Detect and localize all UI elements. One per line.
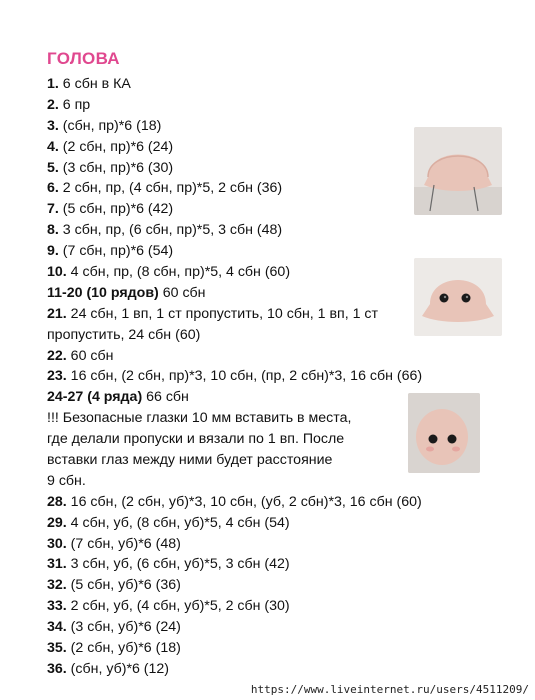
pattern-row xyxy=(47,262,467,283)
row-instruction: где делали пропуски и вязали по 1 вп. После xyxy=(47,431,345,448)
row-instruction: (3 сбн, уб)*6 (24) xyxy=(66,619,181,636)
row-instruction: 16 сбн, (2 сбн, пр)*3, 10 сбн, (пр, 2 сбн)*3, 16 сбн (66) xyxy=(66,368,423,385)
pattern-row xyxy=(47,283,467,304)
row-number: 28. xyxy=(47,493,67,510)
pattern-row xyxy=(47,74,467,95)
row-number: 24-27 (4 ряда) xyxy=(47,389,143,406)
row-number: 1. xyxy=(47,76,59,92)
row-number: 9. xyxy=(47,243,59,260)
row-instruction: пропустить, 24 сбн (60) xyxy=(47,326,201,343)
row-number: 36. xyxy=(47,660,67,677)
source-url[interactable]: https://www.liveinternet.ru/users/4511209/ xyxy=(250,683,529,696)
pattern-row xyxy=(47,158,467,179)
row-instruction: !!! Безопасные глазки 10 мм вставить в места, xyxy=(47,410,352,427)
pattern-row xyxy=(47,492,467,513)
row-number: 22. xyxy=(47,347,67,364)
row-number: 30. xyxy=(47,535,67,552)
row-number: 4. xyxy=(47,138,59,155)
pattern-row xyxy=(47,659,467,680)
row-number: 31. xyxy=(47,556,67,573)
row-number: 10. xyxy=(47,264,67,281)
pattern-row xyxy=(47,617,467,638)
row-instruction: (7 сбн, пр)*6 (54) xyxy=(58,243,174,260)
row-instruction: вставки глаз между ними будет расстояние xyxy=(47,452,333,469)
pattern-row xyxy=(47,450,467,471)
row-instruction: (7 сбн, уб)*6 (48) xyxy=(66,535,181,552)
pattern-row xyxy=(47,534,467,555)
row-number: 29. xyxy=(47,514,67,531)
pattern-row xyxy=(47,575,467,596)
pattern-row xyxy=(47,325,467,346)
row-instruction: 2 сбн, уб, (4 сбн, уб)*5, 2 сбн (30) xyxy=(66,598,290,615)
row-instruction: 60 сбн xyxy=(158,284,206,301)
row-instruction: 16 сбн, (2 сбн, уб)*3, 10 сбн, (уб, 2 сбн)*3, 16 сбн (60) xyxy=(66,493,422,510)
row-number: 35. xyxy=(47,640,67,657)
row-instruction: 66 сбн xyxy=(142,389,189,406)
progress-photo-1 xyxy=(414,127,502,215)
row-instruction: (2 сбн, пр)*6 (24) xyxy=(58,138,174,155)
row-instruction: 6 сбн в КА xyxy=(58,76,131,92)
row-instruction: (5 сбн, уб)*6 (36) xyxy=(66,577,181,594)
row-instruction: (3 сбн, пр)*6 (30) xyxy=(58,159,174,176)
row-number: 23. xyxy=(47,368,67,385)
row-instruction: 4 сбн, пр, (8 сбн, пр)*5, 4 сбн (60) xyxy=(66,264,291,281)
row-instruction: (5 сбн, пр)*6 (42) xyxy=(58,201,174,218)
row-instruction: 4 сбн, уб, (8 сбн, уб)*5, 4 сбн (54) xyxy=(66,514,290,531)
row-number: 8. xyxy=(47,222,59,239)
pattern-row xyxy=(47,178,467,199)
row-instruction: (2 сбн, уб)*6 (18) xyxy=(66,640,181,657)
pattern-row xyxy=(47,471,467,492)
row-number: 32. xyxy=(47,577,67,594)
pattern-row xyxy=(47,638,467,659)
row-instruction: 6 пр xyxy=(58,96,91,113)
progress-photo-3 xyxy=(408,393,480,473)
row-instruction: 2 сбн, пр, (4 сбн, пр)*5, 2 сбн (36) xyxy=(58,180,283,197)
progress-photo-2 xyxy=(414,258,502,336)
row-number: 6. xyxy=(47,180,59,197)
pattern-row xyxy=(47,137,467,158)
row-instruction: (сбн, пр)*6 (18) xyxy=(58,117,162,134)
pattern-row xyxy=(47,513,467,534)
row-number: 5. xyxy=(47,159,59,176)
pattern-row xyxy=(47,95,467,116)
pattern-row xyxy=(47,346,467,367)
row-number: 3. xyxy=(47,117,59,134)
pattern-row xyxy=(47,408,467,429)
pattern-row xyxy=(47,241,467,262)
pattern-row xyxy=(47,429,467,450)
section-title: ГОЛОВА xyxy=(47,49,120,68)
row-number: 11-20 (10 рядов) xyxy=(47,284,159,301)
pattern-row xyxy=(47,220,467,241)
pattern-row xyxy=(47,387,467,408)
row-number: 33. xyxy=(47,598,67,615)
row-number: 21. xyxy=(47,305,67,322)
pattern-row xyxy=(47,596,467,617)
row-number: 7. xyxy=(47,201,59,218)
pattern-row xyxy=(47,116,467,137)
pattern-row xyxy=(47,304,467,325)
pattern-row xyxy=(47,554,467,575)
row-instruction: 3 сбн, уб, (6 сбн, уб)*5, 3 сбн (42) xyxy=(66,556,290,573)
row-number: 2. xyxy=(47,96,59,113)
row-instruction: 9 сбн. xyxy=(47,472,86,489)
pattern-row xyxy=(47,199,467,220)
pattern-row xyxy=(47,366,467,387)
row-instruction: 24 сбн, 1 вп, 1 ст пропустить, 10 сбн, 1 вп, 1 ст xyxy=(66,305,379,322)
pattern-rows xyxy=(47,74,467,680)
row-number: 34. xyxy=(47,619,67,636)
row-instruction: 60 сбн xyxy=(66,347,114,364)
row-instruction: 3 сбн, пр, (6 сбн, пр)*5, 3 сбн (48) xyxy=(58,222,283,239)
row-instruction: (сбн, уб)*6 (12) xyxy=(66,660,170,677)
